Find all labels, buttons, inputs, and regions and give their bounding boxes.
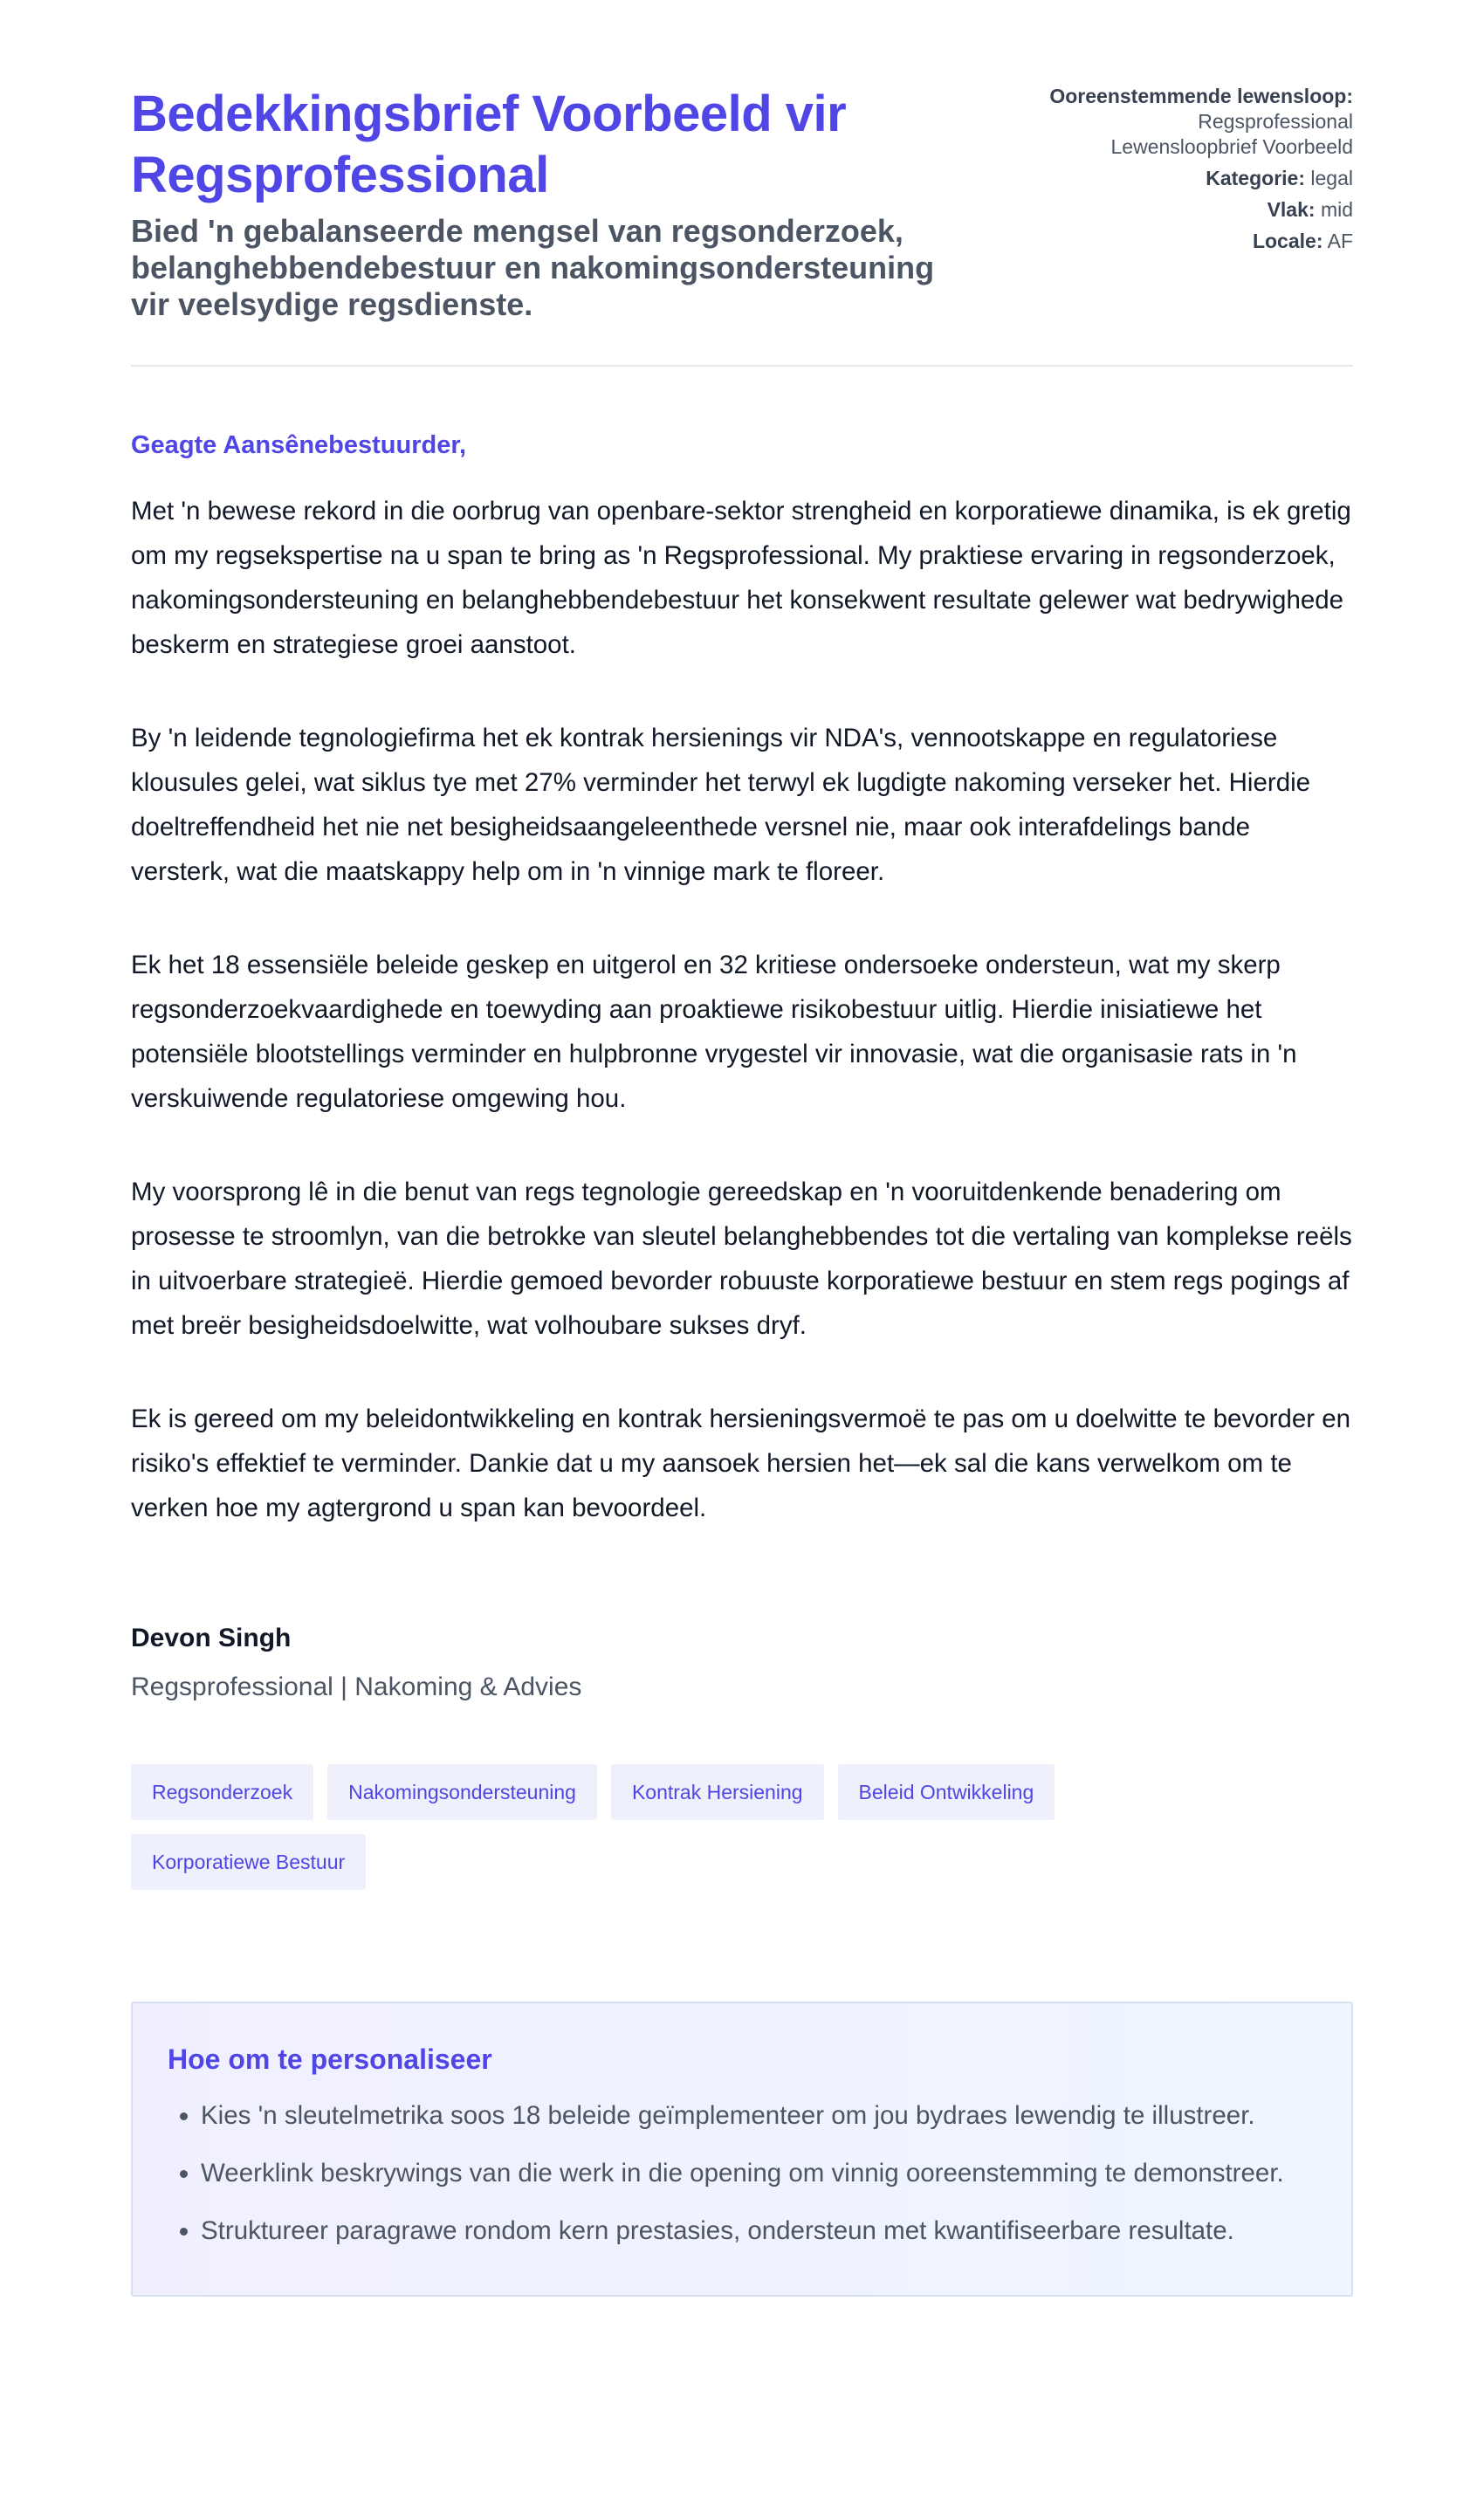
- letter-paragraph: Met 'n bewese rekord in die oorbrug van openbare-sektor strengheid en korporatiewe dinamika, is ek gretig om my regsekspertise na u span te bring as 'n Regsprofessional. My praktiese ervaring in regsonderzoek, nakomingsondersteuning en belanghebbendebestuur het konsekwent resultate gelewer wat bedrywighede beskerm en strategiese groei aanstoot.: [131, 497, 1351, 659]
- page-subtitle: Bied 'n gebalanseerde mengsel van regsonderzoek, belanghebbendebestuur en nakomingsondersteuning vir veelsydige regsdienste.: [131, 213, 935, 322]
- signature-block: [131, 1621, 1353, 1705]
- meta-category: [986, 166, 1353, 191]
- page-header: [131, 0, 1353, 367]
- skill-tag[interactable]: Nakomingsondersteuning: [327, 1764, 597, 1820]
- skill-tag[interactable]: Korporatiewe Bestuur: [131, 1834, 366, 1890]
- header-titles: [131, 84, 952, 323]
- meta-locale: [986, 229, 1353, 254]
- meta-level: [986, 197, 1353, 223]
- page-title: Bedekkingsbrief Voorbeeld vir Regsprofessional: [131, 86, 847, 203]
- signature-name: Devon Singh: [131, 1624, 292, 1652]
- skill-tag[interactable]: Beleid Ontwikkeling: [838, 1764, 1055, 1820]
- skill-tag[interactable]: Regsonderzoek: [131, 1764, 313, 1820]
- letter-paragraphs: [131, 489, 1353, 1530]
- meta-resume-line2[interactable]: Lewensloopbrief Voorbeeld: [1110, 135, 1353, 158]
- letter-paragraph: My voorsprong lê in die benut van regs tegnologie gereedskap en 'n vooruitdenkende benadering om prosesse te stroomlyn, van die betrokke van sleutel belanghebbendes tot die vertaling van komplekse reëls in uitvoerbare strategieë. Hierdie gemoed bevorder robuuste korporatiewe bestuur en stem regs pogings af met breër besigheidsdoelwitte, wat volhoubare sukses dryf.: [131, 1178, 1352, 1340]
- tips-title: Hoe om te personaliseer: [168, 2043, 492, 2075]
- salutation: Geagte Aansênebestuurder,: [131, 431, 467, 459]
- skill-tags: [131, 1764, 1266, 1890]
- skill-tag[interactable]: Kontrak Hersiening: [611, 1764, 824, 1820]
- tip-item: • Weerklink beskrywings van die werk in die opening om vinnig ooreenstemming te demonstreer.: [201, 2152, 1316, 2195]
- letter-paragraph: Ek het 18 essensiële beleide geskep en uitgerol en 32 kritiese ondersoeke ondersteun, wat my skerp regsonderzoekvaardighede en toewyding aan proaktiewe risikobestuur uitlig. Hierdie inisiatiewe het potensiële blootstellings verminder en hulpbronne vrygestel vir innovasie, wat die organisasie rats in 'n verskuiwende regulatoriese omgewing hou.: [131, 951, 1297, 1113]
- meta-locale-value: AF: [1327, 230, 1353, 252]
- meta-resume-label: Ooreenstemmende lewensloop:: [1049, 85, 1353, 107]
- letter-paragraph: Ek is gereed om my beleidontwikkeling en kontrak hersieningsvermoë te pas om u doelwitte te bevorder en risiko's effektief te verminder. Dankie dat u my aansoek hersien het—ek sal die kans verwelkom om te verken hoe my agtergrond u span kan bevoordeel.: [131, 1405, 1351, 1522]
- letter-body: [131, 428, 1353, 1530]
- letter-paragraph: By 'n leidende tegnologiefirma het ek kontrak hersienings vir NDA's, vennootskappe en regulatoriese klousules gelei, wat siklus tye met 27% verminder het terwyl ek lugdigte nakoming verseker het. Hierdie doeltreffendheid het nie net besigheidsaangeleenthede versnel nie, maar ook interafdelings bande versterk, wat die maatskappy help om in 'n vinnige mark te floreer.: [131, 724, 1311, 886]
- meta-panel: [986, 84, 1353, 260]
- signature-role: Regsprofessional | Nakoming & Advies: [131, 1673, 582, 1701]
- personalize-tips-box: [131, 2002, 1353, 2297]
- meta-locale-label: Locale:: [1252, 230, 1323, 252]
- meta-resume-line1[interactable]: Regsprofessional: [1198, 110, 1353, 133]
- meta-category-label: Kategorie:: [1206, 167, 1305, 189]
- meta-category-value: legal: [1310, 167, 1353, 189]
- meta-level-value: mid: [1320, 198, 1353, 221]
- tips-list: [168, 2094, 1316, 2253]
- tip-item: • Kies 'n sleutelmetrika soos 18 beleide geïmplementeer om jou bydraes lewendig te illustreer.: [201, 2094, 1316, 2138]
- tip-item: • Struktureer paragrawe rondom kern prestasies, ondersteun met kwantifiseerbare resultate.: [201, 2209, 1316, 2253]
- meta-level-label: Vlak:: [1267, 198, 1316, 221]
- meta-matching-resume: [986, 84, 1353, 160]
